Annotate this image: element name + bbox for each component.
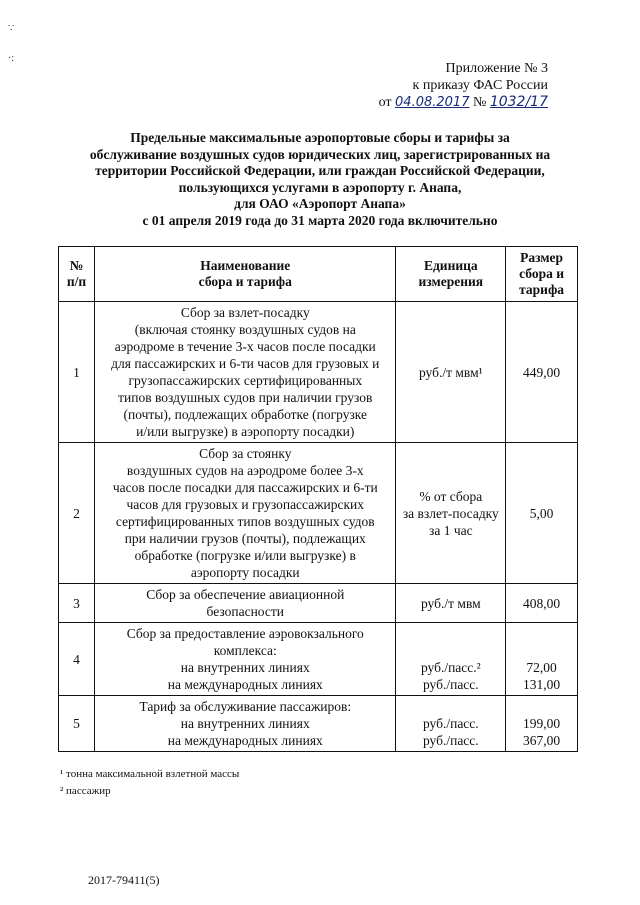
row-num: 2 bbox=[59, 443, 95, 584]
title-line: пользующихся услугами в аэропорту г. Анапа, bbox=[178, 179, 462, 195]
row-name: Сбор за взлет-посадку (включая стоянку воздушных судов на аэродроме в течение 3-х часов после посадки для пассажирских и 6-ти часов для грузовых и грузопассажирских сертифицированных типов воздушных судов при наличии грузов (почты), подлежащих обработке (погрузке и/или выгрузке) в аэропорту посадки) bbox=[95, 302, 396, 443]
row-unit: руб./т мвм¹ bbox=[396, 302, 506, 443]
table-row bbox=[59, 696, 578, 752]
table-row bbox=[59, 623, 578, 696]
row-unit: руб./пасс. руб./пасс. bbox=[396, 696, 506, 752]
row-unit: руб./т мвм bbox=[396, 584, 506, 623]
header-unit: Единица измерения bbox=[396, 247, 506, 302]
title-line: для ОАО «Аэропорт Анапа» bbox=[234, 196, 406, 211]
title-line: обслуживание воздушных судов юридических лиц, зарегистрированных на bbox=[89, 146, 551, 162]
row-unit: % от сбора за взлет-посадку за 1 час bbox=[396, 443, 506, 584]
table-row bbox=[59, 302, 578, 443]
row-num: 5 bbox=[59, 696, 95, 752]
row-value: 5,00 bbox=[506, 443, 578, 584]
footnote: ² пассажир bbox=[60, 785, 111, 797]
table-row bbox=[59, 584, 578, 623]
handwritten-date: 04.08.2017 bbox=[395, 95, 470, 110]
row-value: 72,00 131,00 bbox=[506, 623, 578, 696]
footnote: ¹ тонна максимальной взлетной массы bbox=[60, 768, 240, 780]
appendix-line: Приложение № 3 bbox=[445, 61, 548, 76]
row-name: Сбор за обеспечение авиационной безопасности bbox=[95, 584, 396, 623]
table-row bbox=[59, 443, 578, 584]
row-value: 408,00 bbox=[506, 584, 578, 623]
from-prefix: от bbox=[378, 95, 392, 110]
document-number: 2017-79411(5) bbox=[88, 873, 160, 887]
handwritten-number: 1032/17 bbox=[489, 94, 548, 110]
row-name: Тариф за обслуживание пассажиров: на внутренних линиях на международных линиях bbox=[95, 696, 396, 752]
appendix-date-line bbox=[379, 94, 548, 111]
header-name: Наименование сбора и тарифа bbox=[95, 247, 396, 302]
header-num: № п/п bbox=[59, 247, 95, 302]
row-name: Сбор за стоянку воздушных судов на аэродроме более 3-х часов после посадки для пассажирских и 6-ти часов для грузовых и грузопассажирских сертифицированных типов воздушных судов при наличии грузов (почты), подлежащих обработке (погрузке и/или выгрузке) в аэропорту посадки bbox=[95, 443, 396, 584]
footnotes bbox=[60, 766, 239, 800]
corner-marks bbox=[8, 14, 14, 74]
appendix-header bbox=[379, 60, 548, 111]
tariffs-table bbox=[58, 246, 578, 752]
corner-mark: ∵ bbox=[8, 23, 15, 34]
row-unit: руб./пасс.² руб./пасс. bbox=[396, 623, 506, 696]
row-value: 449,00 bbox=[506, 302, 578, 443]
row-name: Сбор за предоставление аэровокзального комплекса: на внутренних линиях на международных линиях bbox=[95, 623, 396, 696]
title-line: с 01 апреля 2019 года до 31 марта 2020 года включительно bbox=[142, 212, 498, 228]
row-num: 3 bbox=[59, 584, 95, 623]
corner-mark: ·: bbox=[8, 53, 15, 64]
document-title bbox=[40, 130, 600, 229]
row-num: 1 bbox=[59, 302, 95, 443]
title-line: территории Российской Федерации, или граждан Российской Федерации, bbox=[95, 163, 545, 178]
header-value: Размер сбора и тарифа bbox=[506, 247, 578, 302]
row-value: 199,00 367,00 bbox=[506, 696, 578, 752]
row-num: 4 bbox=[59, 623, 95, 696]
title-line: Предельные максимальные аэропортовые сборы и тарифы за bbox=[130, 130, 510, 145]
appendix-line: к приказу ФАС России bbox=[412, 78, 548, 93]
table-header-row bbox=[59, 247, 578, 302]
number-mark: № bbox=[472, 95, 487, 110]
